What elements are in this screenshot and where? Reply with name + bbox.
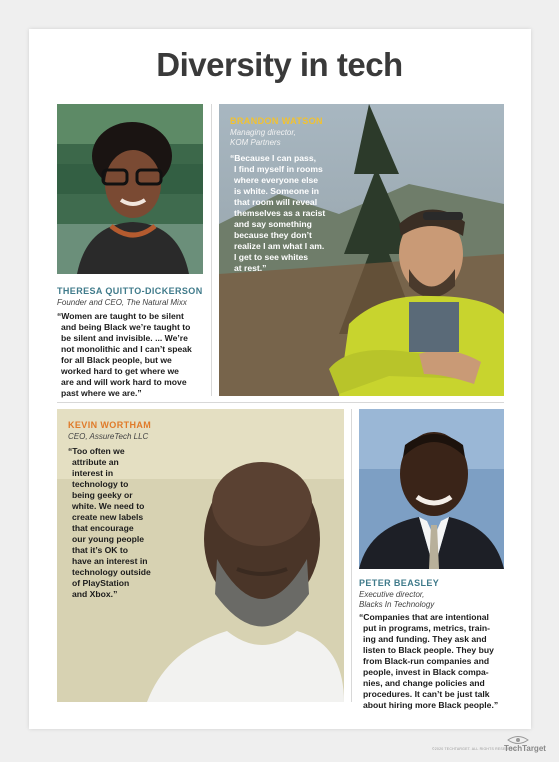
kevin-quote: “Too often we attribute an interest in technology to being geeky or white. We need to create new labels that encourage our young people that it’s OK to have an interest in technology outside of PlayStation and Xbox.” [68, 446, 151, 599]
page-title: Diversity in tech [156, 46, 403, 83]
theresa-name: THERESA QUITTO-DICKERSON [57, 286, 203, 296]
theresa-photo [57, 104, 203, 274]
brandon-name: BRANDON WATSON [230, 116, 323, 126]
peter-quote: “Companies that are intentional put in programs, metrics, train- ing and funding. They ask and listen to Black people. They buy from Black-run companies and people, invest in Black compa- nies, and change policies and procedures. It can’t be just talk about hiring more Black people.” [359, 612, 499, 710]
peter-photo [359, 409, 504, 569]
theresa-role: Founder and CEO, The Natural Mixx [57, 298, 187, 307]
brandon-quote: “Because I can pass, I find myself in rooms where everyone else is white. Someone in that room will reveal themselves as a racist and say something because they don’t realize I am what I am. I get to see whites at rest.” [230, 153, 326, 273]
vertical-divider-bottom [351, 409, 352, 702]
copyright-text: ©2020 TECHTARGET. ALL RIGHTS RESERVED [432, 747, 516, 751]
peter-name: PETER BEASLEY [359, 578, 440, 588]
techtarget-logo: TechTarget [504, 744, 546, 753]
vertical-divider-top [211, 104, 212, 396]
kevin-name: KEVIN WORTHAM [68, 420, 152, 430]
peter-role: Executive director, Blacks In Technology [359, 590, 435, 609]
brandon-role: Managing director, KOM Partners [230, 128, 296, 147]
theresa-quote: “Women are taught to be silent and being Black we’re taught to be silent and invisible. ... We’re not monolithic and I can’t speak for all Black people, but we worked hard to get where we are and will work hard to move past where we are.” [57, 311, 192, 398]
horizontal-divider [57, 402, 504, 403]
kevin-role: CEO, AssureTech LLC [68, 432, 149, 441]
